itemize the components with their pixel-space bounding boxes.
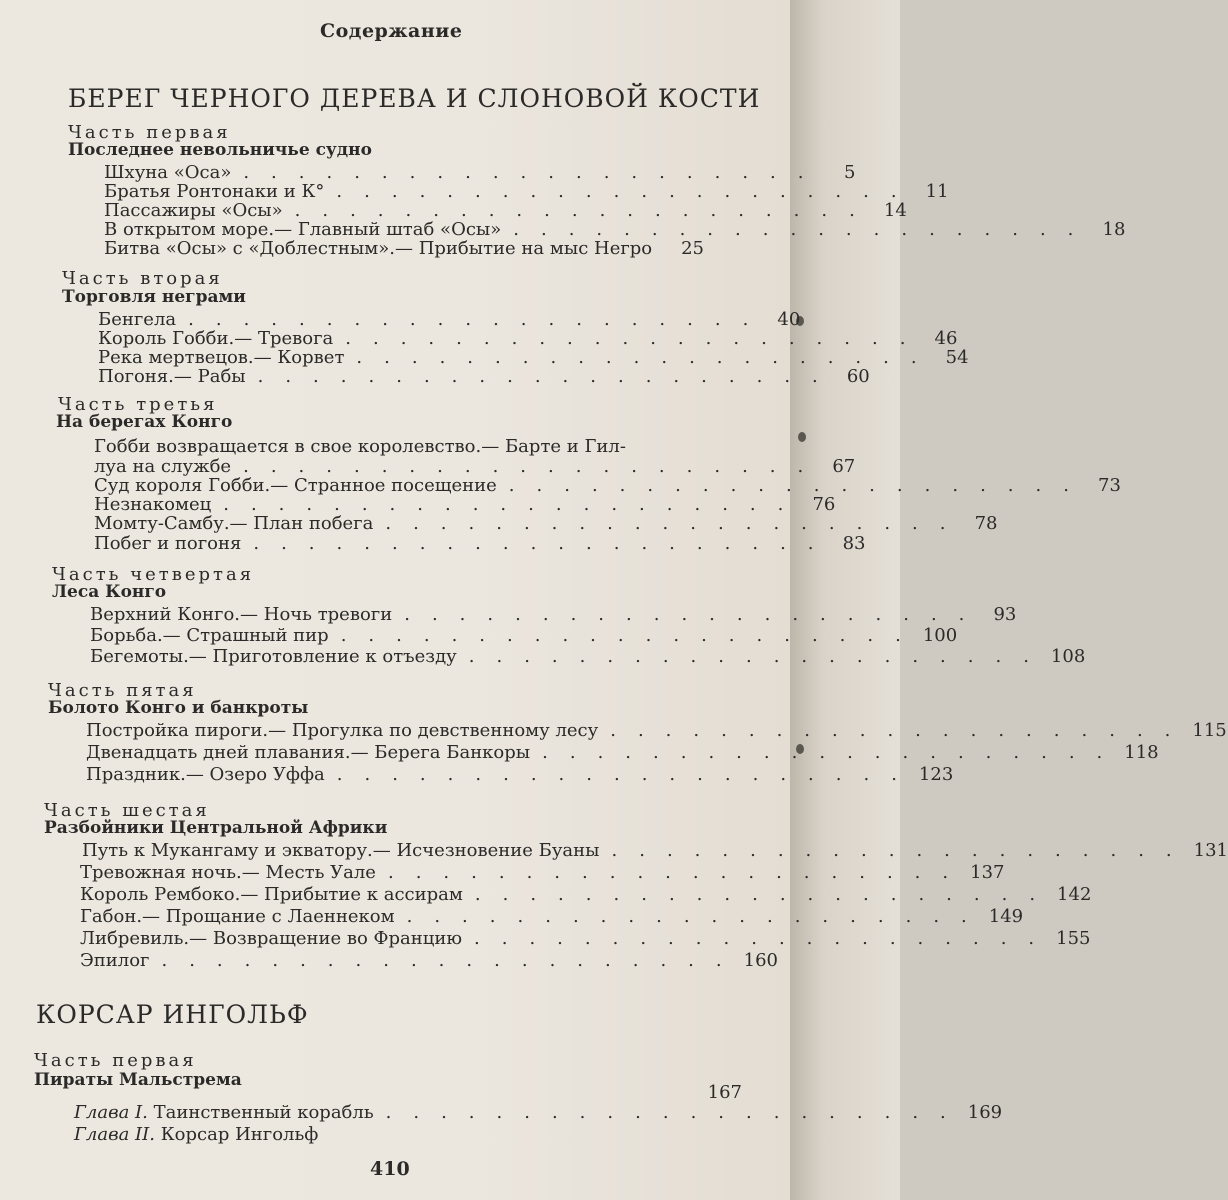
toc-entry[interactable]: [74, 1082, 742, 1104]
part-label: Часть пятая: [48, 680, 197, 701]
dot-leader: .....................: [385, 1102, 968, 1123]
dot-leader: .....................: [253, 533, 836, 554]
entry-title: Путь к Мукангаму и экватору.— Исчезновение Буаны: [82, 840, 600, 861]
entry-title: Момту-Самбу.— План побега: [94, 513, 374, 534]
dot-leader: .....................: [404, 604, 987, 625]
part-title: Разбойники Центральной Африки: [44, 818, 388, 838]
entry-title: Братья Ронтонаки и К°: [104, 181, 325, 202]
toc-entry[interactable]: [90, 625, 958, 647]
entry-title: Битва «Осы» с «Доблестным».— Прибытие на мыс Негро: [104, 238, 653, 259]
toc-entry[interactable]: [94, 513, 998, 535]
dot-leader: .....................: [387, 862, 971, 883]
entry-page: 108: [1050, 646, 1086, 667]
entry-page: 40: [777, 309, 801, 330]
entry-page: 76: [812, 494, 836, 515]
entry-page: 169: [967, 1102, 1003, 1123]
toc-entry[interactable]: [82, 840, 1228, 862]
dot-leader: .....................: [336, 181, 919, 202]
toc-entry[interactable]: [94, 436, 710, 458]
part-label: Часть шестая: [44, 800, 210, 821]
entry-page: 11: [925, 181, 949, 202]
part-title: На берегах Конго: [56, 412, 233, 432]
entry-title: Двенадцать дней плавания.— Берега Банкоры: [86, 742, 531, 763]
entry-title: Погоня.— Рабы: [98, 366, 246, 387]
part-title: Последнее невольничье судно: [68, 140, 372, 160]
entry-page: 78: [974, 513, 998, 534]
dot-leader: .....................: [474, 884, 1058, 905]
part-label: Часть первая: [68, 122, 231, 143]
entry-title: Суд короля Гобби.— Странное посещение: [94, 475, 497, 496]
toc-entry[interactable]: [94, 533, 866, 555]
dot-leader: .....................: [542, 742, 1125, 763]
entry-page: 54: [945, 347, 969, 368]
toc-entry[interactable]: [98, 366, 870, 388]
dot-leader: .....................: [336, 764, 919, 785]
dot-leader: .....................: [406, 906, 989, 927]
toc-entry[interactable]: [86, 764, 954, 786]
chapter-label: Глава II.: [74, 1124, 155, 1145]
dot-leader: .....................: [340, 625, 923, 646]
toc-entry[interactable]: [90, 646, 1086, 668]
toc-entry[interactable]: [90, 604, 1017, 626]
dot-leader: .....................: [474, 928, 1057, 949]
entry-page: 14: [883, 200, 907, 221]
entry-title: Эпилог: [80, 950, 150, 971]
entry-title: Король Гобби.— Тревога: [98, 328, 334, 349]
dot-leader: .....................: [513, 219, 1096, 240]
toc-entry[interactable]: [80, 950, 778, 972]
entry-title: Верхний Конго.— Ночь тревоги: [90, 604, 393, 625]
entry-title: Бенгела: [98, 309, 177, 330]
dot-leader: .....................: [468, 646, 1051, 667]
dot-leader: .....................: [243, 162, 826, 183]
part-title: Леса Конго: [52, 582, 167, 602]
toc-entry[interactable]: [80, 862, 1005, 884]
entry-title: луа на службе: [94, 456, 232, 477]
entry-page: 73: [1098, 475, 1121, 496]
entry-title: Борьба.— Страшный пир: [90, 625, 329, 646]
dot-leader: .....................: [294, 200, 877, 221]
entry-page: 131: [1193, 840, 1228, 861]
page-number: 410: [370, 1158, 410, 1180]
entry-title: [74, 1124, 318, 1146]
entry-page: 149: [988, 906, 1024, 927]
entry-title: Побег и погоня: [94, 533, 242, 554]
dot-leader: .....................: [385, 513, 968, 534]
entry-title: Гобби возвращается в свое королевство.— Барте и Гил-: [94, 436, 626, 457]
toc-entry[interactable]: [86, 742, 1159, 764]
part-label: Часть четвертая: [52, 564, 255, 585]
dot-leader: .....................: [243, 456, 826, 477]
entry-page: 123: [918, 764, 954, 785]
toc-entry[interactable]: [74, 1124, 742, 1146]
chapter-title: Таинственный корабль: [153, 1102, 374, 1123]
entry-page: 118: [1124, 742, 1159, 763]
entry-page: 142: [1057, 884, 1092, 905]
entry-page: 93: [993, 604, 1017, 625]
dot-leader: .....................: [223, 494, 806, 515]
part-title: Пираты Мальстрема: [34, 1070, 242, 1090]
entry-title: Либревиль.— Возвращение во Францию: [80, 928, 462, 949]
entry-title: Бегемоты.— Приготовление к отъезду: [90, 646, 457, 667]
part-label: Часть третья: [58, 394, 218, 415]
toc-entry[interactable]: [80, 906, 1024, 928]
dot-leader: .....................: [161, 950, 744, 971]
dot-leader: .....................: [345, 328, 928, 349]
book-title: КОРСАР ИНГОЛЬФ: [36, 1000, 309, 1029]
dot-leader: .....................: [611, 840, 1194, 861]
entry-title: В открытом море.— Главный штаб «Осы»: [104, 219, 502, 240]
binding-hole: [798, 432, 806, 442]
toc-entry[interactable]: [74, 1102, 1003, 1124]
part-title: Болото Конго и банкроты: [48, 698, 309, 718]
entry-page: 18: [1102, 219, 1126, 240]
entry-page: 5: [844, 162, 856, 183]
part-label: Часть первая: [34, 1050, 197, 1071]
toc-entry[interactable]: [86, 720, 1227, 742]
chapter-label: Глава I.: [74, 1102, 148, 1123]
entry-title: Праздник.— Озеро Уффа: [86, 764, 325, 785]
dot-leader: .....................: [610, 720, 1193, 741]
entry-title: Постройка пироги.— Прогулка по девственному лесу: [86, 720, 599, 741]
part-title: Торговля неграми: [62, 287, 246, 307]
entry-title: Незнакомец: [94, 494, 212, 515]
entry-title: Король Рембоко.— Прибытие к ассирам: [80, 884, 463, 905]
chapter-title: Корсар Ингольф: [160, 1124, 319, 1145]
entry-title: [74, 1102, 374, 1124]
entry-page: 46: [934, 328, 958, 349]
entry-title: Пассажиры «Осы»: [104, 200, 283, 221]
entry-title: Тревожная ночь.— Месть Уале: [80, 862, 376, 883]
part-label: Часть вторая: [62, 268, 223, 289]
entry-page: 115: [1192, 720, 1227, 741]
dot-leader: .....................: [356, 347, 939, 368]
entry-page: 83: [842, 533, 866, 554]
toc-entry[interactable]: [80, 928, 1091, 950]
entry-title: Река мертвецов.— Корвет: [98, 347, 345, 368]
toc-entry[interactable]: [80, 884, 1092, 906]
entry-page: 25: [681, 238, 704, 259]
dot-leader: .....................: [188, 309, 771, 330]
book-title: БЕРЕГ ЧЕРНОГО ДЕРЕВА И СЛОНОВОЙ КОСТИ: [68, 84, 761, 113]
entry-title: Шхуна «Оса»: [104, 162, 232, 183]
entry-title: Габон.— Прощание с Лаеннеком: [80, 906, 395, 927]
toc-entry[interactable]: [104, 238, 704, 260]
entry-page: 137: [970, 862, 1005, 883]
contents-header: Содержание: [320, 20, 463, 42]
dot-leader: .....................: [257, 366, 840, 387]
entry-page: 160: [743, 950, 778, 971]
dot-leader: .....................: [508, 475, 1091, 496]
entry-page: 155: [1056, 928, 1091, 949]
entry-page: 167: [707, 1082, 742, 1103]
entry-page: 100: [922, 625, 958, 646]
entry-page: 67: [832, 456, 856, 477]
entry-page: 60: [846, 366, 870, 387]
